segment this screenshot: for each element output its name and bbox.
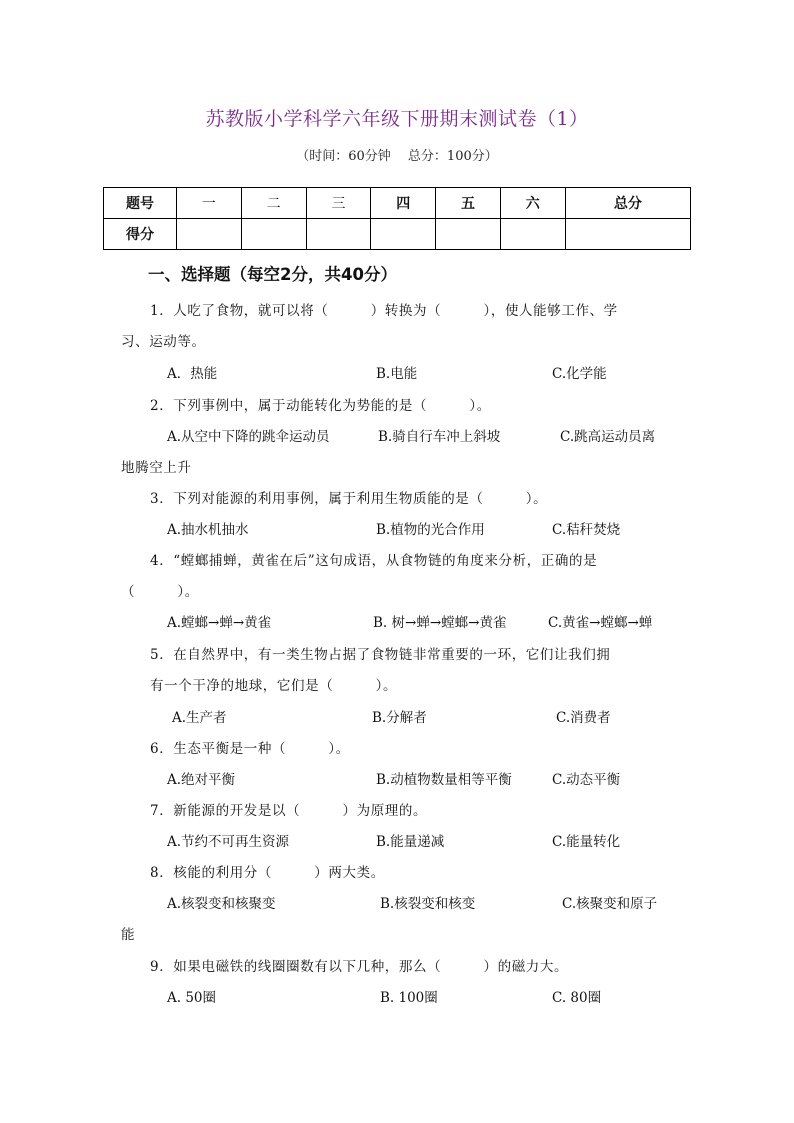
question-stem: 7．新能源的开发是以（ ）为原理的。: [150, 803, 428, 819]
score-cell[interactable]: [565, 219, 690, 250]
score-cell[interactable]: [500, 219, 565, 250]
option-continued: 能: [121, 927, 136, 943]
option-a: A.生产者: [172, 710, 227, 726]
option-a: A. 50圈: [167, 990, 217, 1006]
score-table-header-cell: 三: [306, 188, 371, 219]
score-table-header-cell: 总分: [565, 188, 690, 219]
question-stem: 6．生态平衡是一种（ ）。: [150, 741, 350, 757]
score-table-header-cell: 六: [500, 188, 565, 219]
option-b: B.分解者: [372, 710, 427, 726]
score-table-header-row: [104, 188, 691, 219]
option-c: C.动态平衡: [552, 772, 621, 788]
option-a: A．热能: [167, 366, 218, 382]
question-stem: 2．下列事例中，属于动能转化为势能的是（ ）。: [150, 398, 491, 414]
option-b: B.动植物数量相等平衡: [376, 772, 512, 788]
option-c: C.黄雀→螳螂→蝉: [548, 615, 653, 631]
score-table-header-cell: 四: [371, 188, 436, 219]
option-b: B. 树→蝉→螳螂→黄雀: [373, 615, 507, 631]
option-b: B.能量递减: [376, 834, 445, 850]
option-a: A.节约不可再生资源: [167, 834, 290, 850]
option-a: A.绝对平衡: [167, 772, 236, 788]
question-stem: 3．下列对能源的利用事例，属于利用生物质能的是（ ）。: [150, 491, 548, 507]
score-table-score-row: [104, 219, 691, 250]
score-cell[interactable]: [241, 219, 306, 250]
question-stem: 4．“螳螂捕蝉，黄雀在后”这句成语，从食物链的角度来分析，正确的是: [150, 553, 598, 569]
score-table-header-cell: 二: [241, 188, 306, 219]
option-c: C.跳高运动员离: [560, 429, 656, 445]
option-c: C.消费者: [556, 710, 611, 726]
option-a: A.从空中下降的跳伞运动员: [167, 429, 330, 445]
option-c: C.核聚变和原子: [562, 896, 658, 912]
question-stem-continued: 习、运动等。: [121, 334, 206, 350]
score-table: [103, 187, 691, 250]
score-cell[interactable]: [306, 219, 371, 250]
score-table-header-cell: 五: [436, 188, 501, 219]
question-stem: 8．核能的利用分（ ）两大类。: [150, 865, 385, 881]
question-stem-continued: （ ）。: [121, 584, 199, 600]
option-b: B.骑自行车冲上斜坡: [378, 429, 501, 445]
option-c: C.秸秆焚烧: [552, 522, 621, 538]
option-a: A.核裂变和核聚变: [167, 896, 276, 912]
option-b: B.植物的光合作用: [376, 522, 485, 538]
question-stem: 9．如果电磁铁的线圈圈数有以下几种，那么（ ）的磁力大。: [150, 959, 569, 975]
option-c: C.化学能: [552, 366, 607, 382]
exam-info: （时间：60分钟 总分：100分）: [296, 149, 498, 164]
option-c: C.能量转化: [552, 834, 621, 850]
question-stem-continued: 有一个干净的地球，它们是（ ）。: [150, 678, 398, 694]
score-row-label: 得分: [104, 219, 177, 250]
score-cell[interactable]: [177, 219, 242, 250]
score-table-header-cell: 一: [177, 188, 242, 219]
option-a: A.螳螂→蝉→黄雀: [167, 615, 272, 631]
option-c: C. 80圈: [552, 990, 602, 1006]
score-cell[interactable]: [371, 219, 436, 250]
question-stem: 1．人吃了食物，就可以将（ ）转换为（ ），使人能够工作、学: [150, 303, 618, 319]
option-a: A.抽水机抽水: [167, 522, 249, 538]
score-cell[interactable]: [436, 219, 501, 250]
option-continued: 地腾空上升: [121, 460, 192, 476]
question-stem: 5．在自然界中，有一类生物占据了食物链非常重要的一环，它们让我们拥: [150, 647, 611, 663]
score-table-header-cell: 题号: [104, 188, 177, 219]
option-b: B.电能: [376, 366, 418, 382]
section-title: 一、选择题（每空2分，共40分）: [148, 265, 397, 284]
option-b: B. 100圈: [380, 990, 438, 1006]
page-title: 苏教版小学科学六年级下册期末测试卷（1）: [205, 108, 589, 130]
option-b: B.核裂变和核变: [380, 896, 476, 912]
